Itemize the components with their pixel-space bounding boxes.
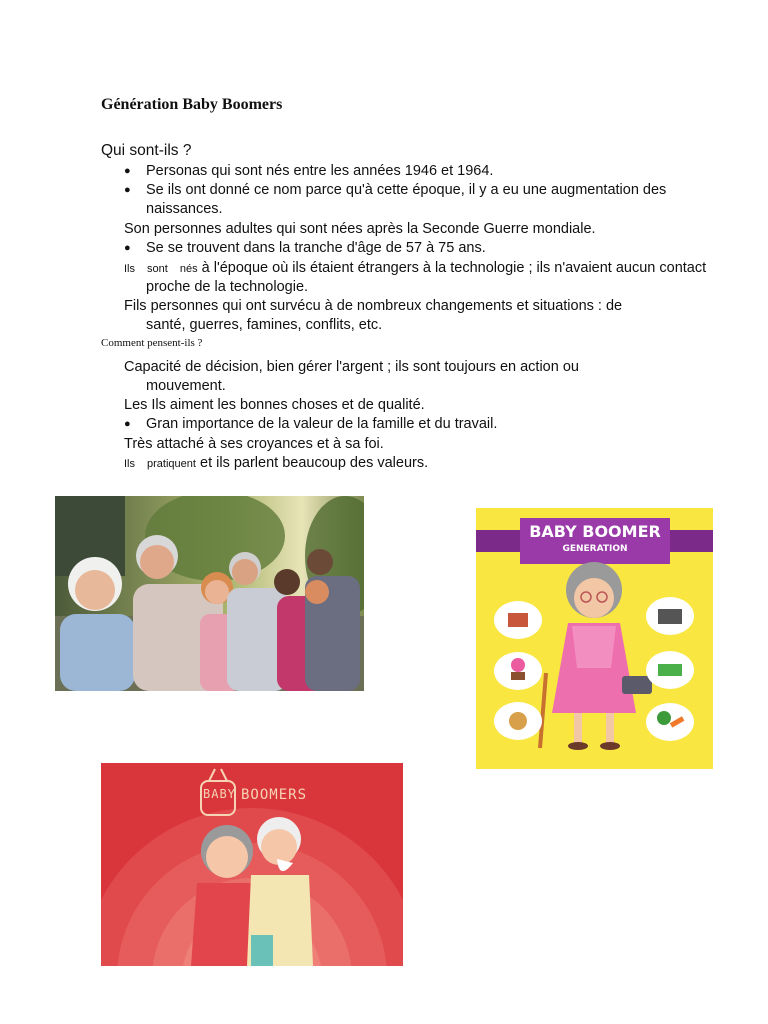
list-item: Gran importance de la valeur de la famille et du travail. [146,416,498,432]
poster-title: BABY BOOMER [529,522,661,541]
logo-word-boomers: BOOMERS [241,787,308,803]
paragraph-continuation: santé, guerres, famines, conflits, etc. [146,317,383,333]
section-heading-who: Qui sont-ils ? [101,142,192,159]
paragraph: Fils personnes qui ont survécu à de nombreux changements et situations : de [124,298,623,314]
paragraph [124,454,428,474]
word-small: Ils [124,263,135,275]
logo-word-baby: BABY [203,787,236,801]
section-heading-think: Comment pensent-ils ? [101,337,203,349]
paragraph-text: et ils parlent beaucoup des valeurs. [200,455,429,471]
paragraph [124,259,706,279]
poster-subtitle: GENERATION [562,544,628,554]
word-small: sont [147,263,168,275]
paragraph: Capacité de décision, bien gérer l'argent ; ils sont toujours en action ou [124,359,579,375]
bullet-icon: ● [124,165,131,177]
word-small: nés [179,263,198,275]
word-small: pratiquent [147,458,196,470]
paragraph-text: à l'époque où ils étaient étrangers à la technologie ; ils n'avaient aucun contact [201,260,707,276]
list-item: Se se trouvent dans la tranche d'âge de 57 à 75 ans. [146,240,486,256]
baby-boomer-poster [476,508,713,769]
bullet-icon: ● [124,242,131,254]
paragraph: Les Ils aiment les bonnes choses et de qualité. [124,397,425,413]
document-title: Génération Baby Boomers [101,96,283,113]
group-photo [55,496,364,691]
paragraph-continuation: proche de la technologie. [146,279,309,295]
list-item-continuation: naissances. [146,201,223,217]
paragraph-continuation: mouvement. [146,378,226,394]
group-photo-illustration [55,496,364,691]
paragraph: Son personnes adultes qui sont nées après la Seconde Guerre mondiale. [124,221,596,237]
paragraph: Très attaché à ses croyances et à sa foi. [124,436,384,452]
list-item: Personas qui sont nés entre les années 1946 et 1964. [146,163,494,179]
bullet-icon: ● [124,184,131,196]
word-small: Ils [124,458,135,470]
list-item: Se ils ont donné ce nom parce qu'à cette époque, il y a eu une augmentation des [146,182,667,198]
bullet-icon: ● [124,418,131,430]
baby-boomers-couple-illustration [101,763,403,966]
